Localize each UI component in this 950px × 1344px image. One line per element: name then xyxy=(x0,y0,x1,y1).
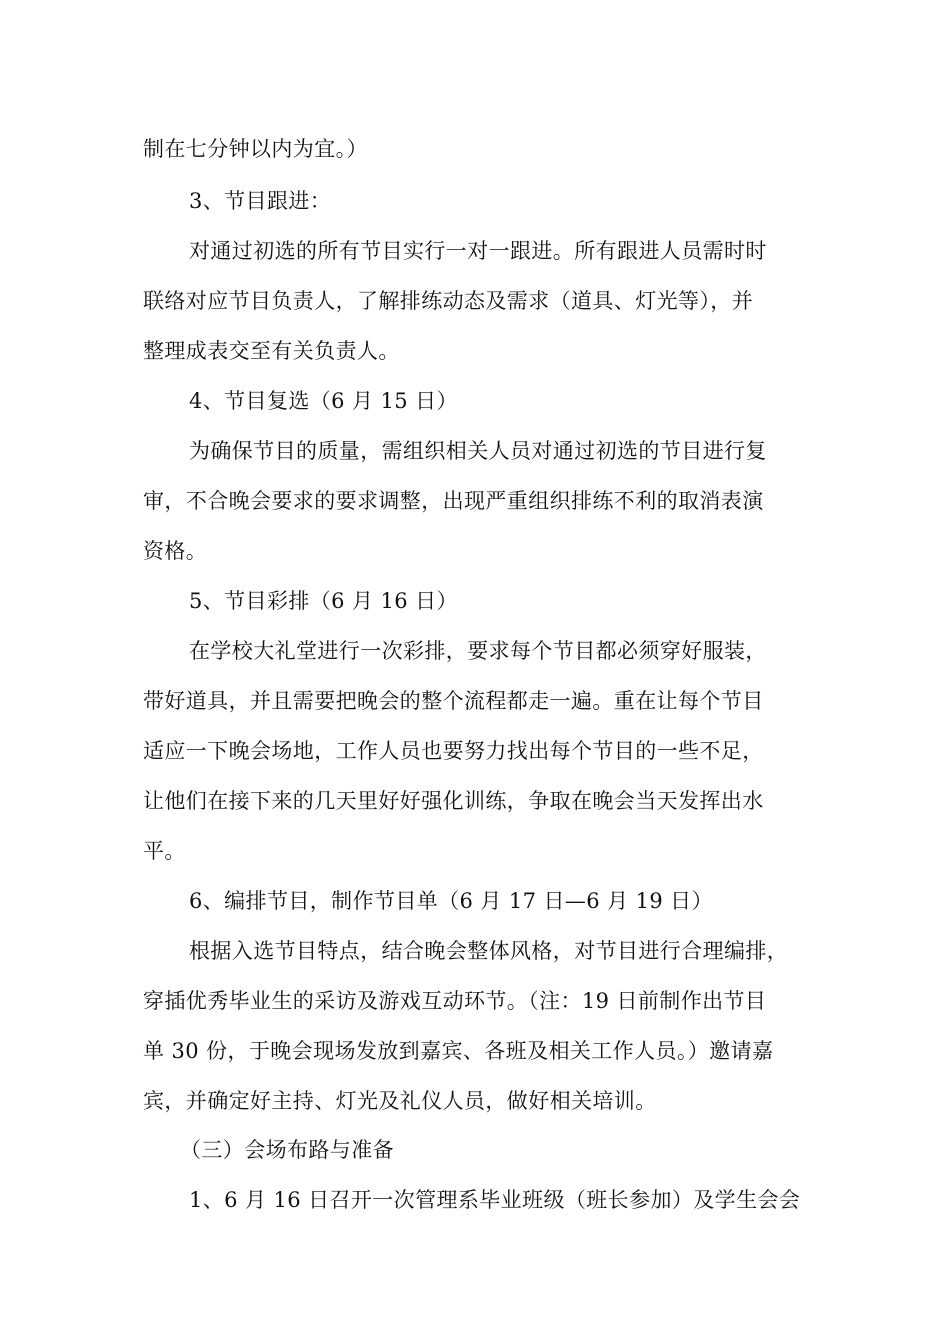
text-line: 资格。 xyxy=(143,539,208,563)
text-line: 让他们在接下来的几天里好好强化训练，争取在晚会当天发挥出水 xyxy=(143,789,764,813)
text-line: 在学校大礼堂进行一次彩排，要求每个节目都必须穿好服装， xyxy=(189,639,767,663)
section-heading: 6、编排节目，制作节目单（6 月 17 日—6 月 19 日） xyxy=(189,889,713,913)
section-heading: 5、节目彩排（6 月 16 日） xyxy=(189,589,458,613)
text-line: 带好道具，并且需要把晚会的整个流程都走一遍。重在让每个节目 xyxy=(143,689,764,713)
text-line: 对通过初选的所有节目实行一对一跟进。所有跟进人员需时时 xyxy=(189,239,767,263)
text-line: 穿插优秀毕业生的采访及游戏互动环节。（注：19 日前制作出节目 xyxy=(143,989,767,1013)
text-line: 适应一下晚会场地，工作人员也要努力找出每个节目的一些不足， xyxy=(143,739,764,763)
text-line: 根据入选节目特点，结合晚会整体风格，对节目进行合理编排， xyxy=(189,939,789,963)
text-line: 联络对应节目负责人，了解排练动态及需求（道具、灯光等），并 xyxy=(143,289,754,313)
text-line: 整理成表交至有关负责人。 xyxy=(143,339,400,363)
section-heading: 3、节目跟进： xyxy=(189,189,332,213)
text-line: 单 30 份，于晚会现场发放到嘉宾、各班及相关工作人员。）邀请嘉 xyxy=(143,1039,774,1063)
section-heading: （三）会场布路与准备 xyxy=(180,1138,394,1162)
text-line: 平。 xyxy=(143,839,186,863)
text-line: 为确保节目的质量，需组织相关人员对通过初选的节目进行复 xyxy=(189,439,767,463)
text-line: 宾，并确定好主持、灯光及礼仪人员，做好相关培训。 xyxy=(143,1089,657,1113)
text-line: 1、6 月 16 日召开一次管理系毕业班级（班长参加）及学生会会 xyxy=(189,1188,801,1212)
text-line: 审，不合晚会要求的要求调整，出现严重组织排练不利的取消表演 xyxy=(143,489,764,513)
section-heading: 4、节目复选（6 月 15 日） xyxy=(189,389,458,413)
text-line: 制在七分钟以内为宜。） xyxy=(143,137,368,161)
